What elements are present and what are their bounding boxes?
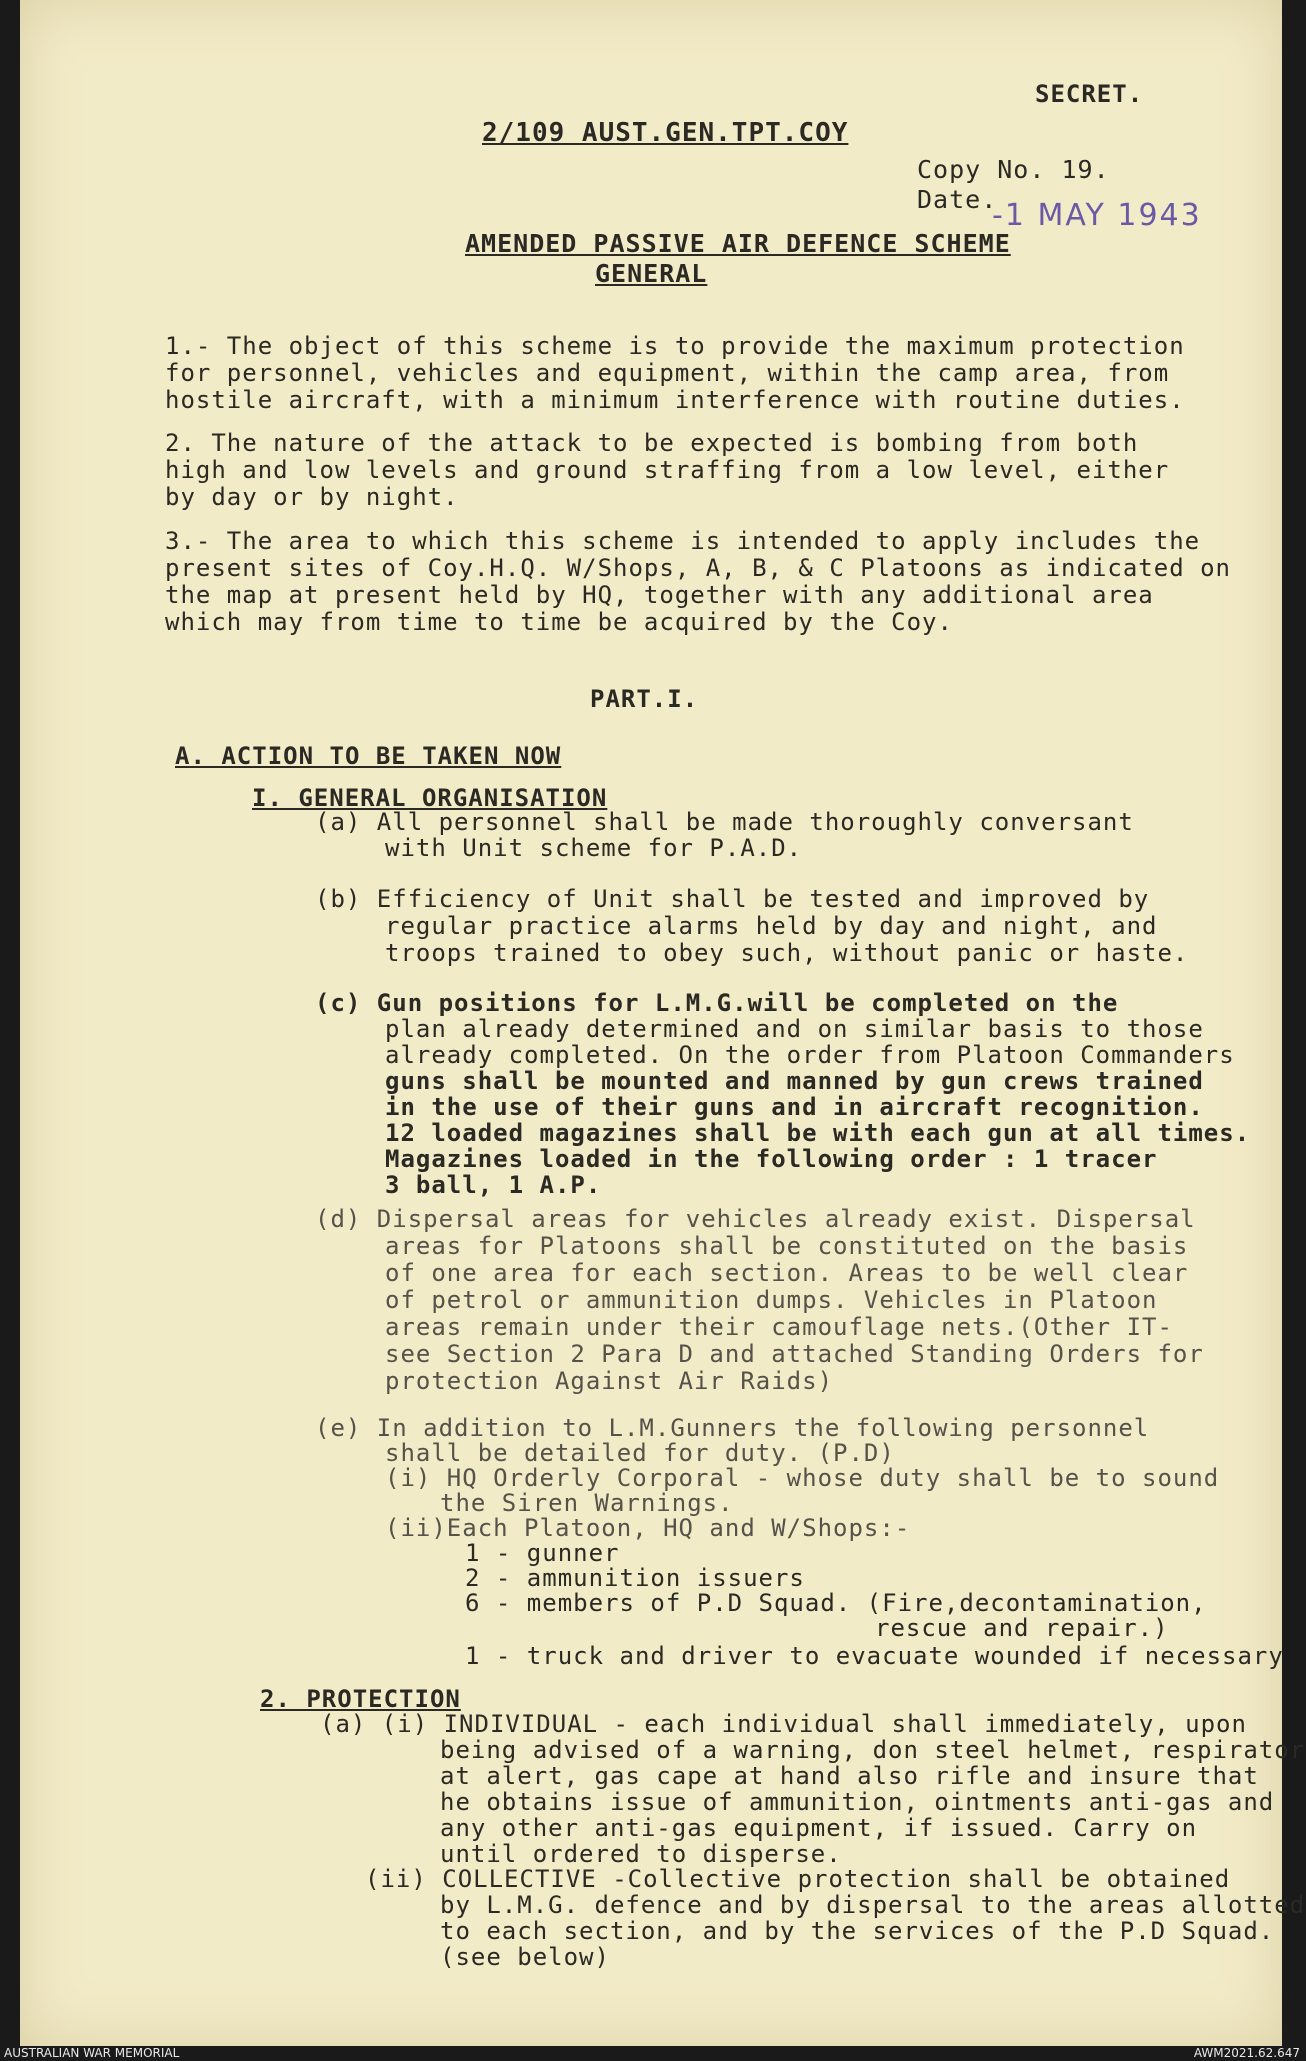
intro-line: the map at present held by HQ, together with any additional area bbox=[165, 581, 1154, 609]
item-line: (ii) COLLECTIVE -Collective protection shall be obtained bbox=[365, 1865, 1231, 1893]
date-stamp: -1 MAY 1943 bbox=[992, 198, 1202, 233]
part-title: PART.I. bbox=[590, 685, 699, 713]
item-line: of petrol or ammunition dumps. Vehicles in Platoon bbox=[385, 1286, 1158, 1314]
item-line: (b) Efficiency of Unit shall be tested and improved by bbox=[315, 885, 1150, 913]
item-line: to each section, and by the services of the P.D Squad. bbox=[440, 1917, 1275, 1945]
document-title: AMENDED PASSIVE AIR DEFENCE SCHEME bbox=[465, 229, 1011, 258]
item-line: until ordered to disperse. bbox=[440, 1840, 842, 1868]
date-label: Date. bbox=[917, 185, 998, 214]
item-line: already completed. On the order from Platoon Commanders bbox=[385, 1041, 1235, 1069]
item-line: any other anti-gas equipment, if issued. Carry on bbox=[440, 1814, 1198, 1842]
item-line: 12 loaded magazines shall be with each gun at all times. bbox=[385, 1119, 1251, 1147]
intro-line: hostile aircraft, with a minimum interference with routine duties. bbox=[165, 386, 1185, 414]
item-line: (d) Dispersal areas for vehicles already exist. Dispersal bbox=[315, 1205, 1196, 1233]
item-line: (a) (i) INDIVIDUAL - each individual shall immediately, upon bbox=[320, 1710, 1247, 1738]
intro-line: 3.- The area to which this scheme is intended to apply includes the bbox=[165, 527, 1201, 555]
intro-line: present sites of Coy.H.Q. W/Shops, A, B, & C Platoons as indicated on bbox=[165, 554, 1231, 582]
item-line: shall be detailed for duty. (P.D) bbox=[385, 1439, 895, 1467]
intro-line: 2. The nature of the attack to be expected is bombing from both bbox=[165, 429, 1139, 457]
item-line: protection Against Air Raids) bbox=[385, 1367, 834, 1395]
security-classification: SECRET. bbox=[1035, 80, 1144, 108]
copy-number: Copy No. 19. bbox=[917, 155, 1110, 184]
intro-line: 1.- The object of this scheme is to provide the maximum protection bbox=[165, 332, 1185, 360]
item-line: at alert, gas cape at hand also rifle and insure that bbox=[440, 1762, 1259, 1790]
item-line: plan already determined and on similar basis to those bbox=[385, 1015, 1204, 1043]
item-line: 2 - ammunition issuers bbox=[465, 1564, 805, 1592]
item-line: 6 - members of P.D Squad. (Fire,decontamination, bbox=[465, 1589, 1207, 1617]
item-line: Magazines loaded in the following order : 1 tracer bbox=[385, 1145, 1158, 1173]
unit-heading: 2/109 AUST.GEN.TPT.COY bbox=[482, 118, 849, 148]
section-a-heading: A. ACTION TO BE TAKEN NOW bbox=[175, 742, 562, 770]
intro-line: for personnel, vehicles and equipment, within the camp area, from bbox=[165, 359, 1170, 387]
item-line: in the use of their guns and in aircraft recognition. bbox=[385, 1093, 1204, 1121]
item-line: areas remain under their camouflage nets.(Other IT- bbox=[385, 1313, 1173, 1341]
item-line: see Section 2 Para D and attached Standing Orders for bbox=[385, 1340, 1204, 1368]
intro-line: by day or by night. bbox=[165, 483, 459, 511]
item-line: being advised of a warning, don steel helmet, respirator bbox=[440, 1736, 1306, 1764]
document-subtitle: GENERAL bbox=[595, 259, 708, 288]
item-line: 3 ball, 1 A.P. bbox=[385, 1171, 602, 1199]
document-page bbox=[20, 0, 1306, 2046]
general-organisation-heading: I. GENERAL ORGANISATION bbox=[252, 784, 608, 812]
item-line: by L.M.G. defence and by dispersal to the areas allotted bbox=[440, 1891, 1306, 1919]
item-line: areas for Platoons shall be constituted on the basis bbox=[385, 1232, 1189, 1260]
item-line: he obtains issue of ammunition, ointments anti-gas and bbox=[440, 1788, 1275, 1816]
item-line: 1 - gunner bbox=[465, 1539, 620, 1567]
item-line: (c) Gun positions for L.M.G.will be completed on the bbox=[315, 989, 1119, 1017]
item-line: regular practice alarms held by day and night, and bbox=[385, 912, 1158, 940]
intro-line: which may from time to time be acquired by the Coy. bbox=[165, 608, 953, 636]
item-line: (ii)Each Platoon, HQ and W/Shops:- bbox=[385, 1514, 911, 1542]
footer-accession-number: AWM2021.62.647 bbox=[1193, 2046, 1300, 2060]
footer-credit: AUSTRALIAN WAR MEMORIAL bbox=[4, 2046, 180, 2060]
item-line: (i) HQ Orderly Corporal - whose duty shall be to sound bbox=[385, 1464, 1220, 1492]
item-line: (a) All personnel shall be made thoroughly conversant bbox=[315, 808, 1134, 836]
item-line: the Siren Warnings. bbox=[440, 1489, 734, 1517]
protection-heading: 2. PROTECTION bbox=[260, 1685, 461, 1713]
item-line: of one area for each section. Areas to be well clear bbox=[385, 1259, 1189, 1287]
item-line: (e) In addition to L.M.Gunners the following personnel bbox=[315, 1414, 1150, 1442]
item-line: (see below) bbox=[440, 1943, 610, 1971]
item-line: guns shall be mounted and manned by gun crews trained bbox=[385, 1067, 1204, 1095]
intro-line: high and low levels and ground straffing from a low level, either bbox=[165, 456, 1170, 484]
item-line: with Unit scheme for P.A.D. bbox=[385, 834, 803, 862]
item-line: rescue and repair.) bbox=[875, 1614, 1169, 1642]
item-line: troops trained to obey such, without panic or haste. bbox=[385, 939, 1189, 967]
item-line: 1 - truck and driver to evacuate wounded if necessary bbox=[465, 1642, 1284, 1670]
